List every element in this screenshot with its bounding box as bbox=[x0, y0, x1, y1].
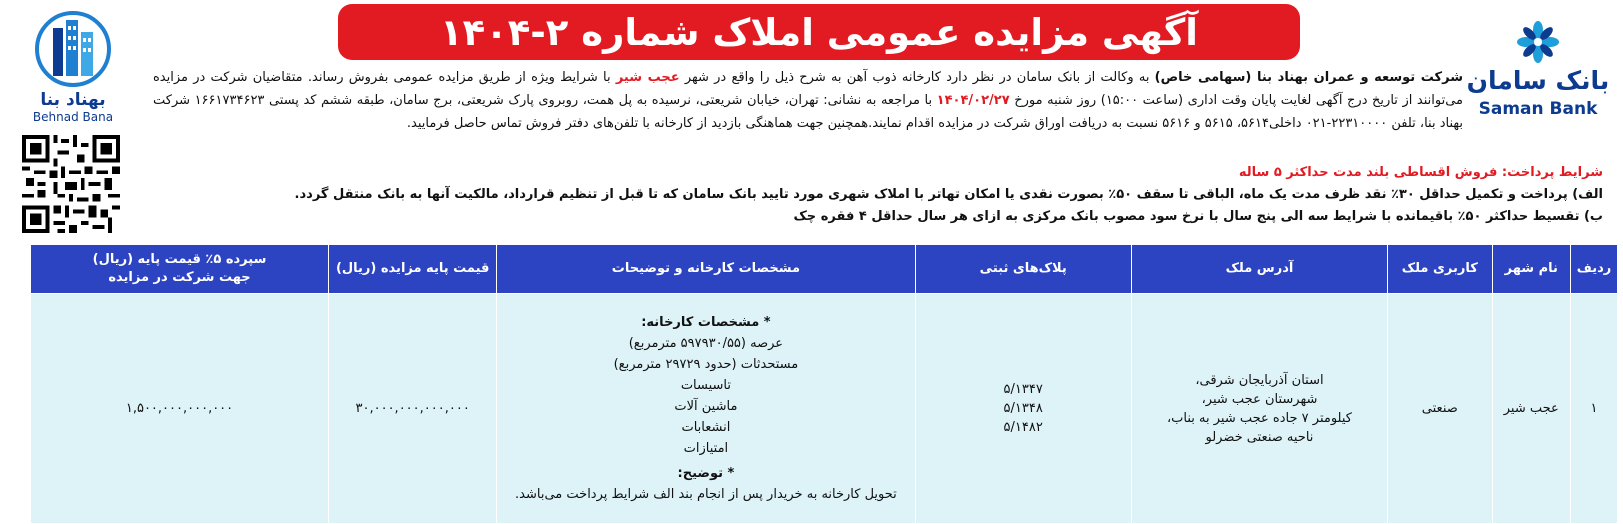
spec-item: تاسیسات bbox=[680, 378, 732, 393]
saman-flower-icon bbox=[1516, 20, 1560, 64]
header-row-number: ردیف bbox=[1570, 245, 1617, 294]
address-line: کیلومتر ۷ جاده عجب شیر به بناب، bbox=[1166, 410, 1352, 426]
behnad-bana-logo bbox=[18, 10, 128, 128]
behnad-name-en: Behnad Bana bbox=[32, 110, 114, 124]
header-description: مشخصات کارخانه و توضیحات bbox=[497, 245, 915, 294]
cell-deposit: ۱,۵۰۰,۰۰۰,۰۰۰,۰۰۰ bbox=[31, 294, 329, 524]
header-usage: کاربری ملک bbox=[1388, 245, 1493, 294]
company-name: شرکت توسعه و عمران بهناد بنا (سهامی خاص) bbox=[1154, 70, 1463, 85]
spec-item: انشعابات bbox=[681, 420, 731, 435]
address-line: ناحیه صنعتی خضرلو bbox=[1205, 429, 1314, 445]
saman-bank-logo bbox=[1463, 10, 1613, 130]
cell-city: عجب شیر bbox=[1492, 294, 1570, 524]
spec-item: امتیازات bbox=[683, 441, 729, 456]
cell-row-number: ۱ bbox=[1570, 294, 1617, 524]
saman-name-en: Saman Bank bbox=[1478, 99, 1598, 119]
spec-item: مستحدثات (حدود ۲۹۷۲۹ مترمربع) bbox=[613, 357, 799, 372]
page-title: آگهی مزایده عمومی املاک شماره ۲-۱۴۰۴ bbox=[440, 10, 1198, 54]
qr-code-icon bbox=[22, 135, 120, 233]
cell-plates bbox=[915, 294, 1131, 524]
payment-terms-title: شرایط پرداخت: فروش اقساطی بلند مدت حداکثر ۵ ساله bbox=[1238, 165, 1603, 180]
table-row bbox=[31, 294, 1618, 524]
note-text: تحویل کارخانه به خریدار پس از انجام بند الف شرایط پرداخت می‌باشد. bbox=[515, 487, 897, 502]
table-header-row bbox=[31, 245, 1618, 294]
address-line: استان آذربایجان شرقی، bbox=[1195, 372, 1324, 388]
header-base-price: قیمت پایه مزایده (ریال) bbox=[329, 245, 497, 294]
behnad-building-icon bbox=[27, 10, 119, 88]
header-deposit-line-1: سپرده ۵٪ قیمت پایه (ریال) bbox=[92, 252, 267, 267]
intro-text-2: با شرایط ویژه از طریق مزایده عمومی بفروش رساند. متقاضیان شرکت در مزایده می‌توانند از تاریخ درج آگهی لغایت پایان وقت اداری (ساعت ۱۵:۰۰) روز شنبه مورخ bbox=[153, 70, 1464, 108]
spec-item: ماشین آلات bbox=[674, 399, 738, 414]
spec-item: عرصه (۵۹۷۹۳۰/۵۵ مترمربع) bbox=[628, 336, 784, 351]
intro-text-1: به وکالت از بانک سامان در نظر دارد کارخانه ذوب آهن به شرح ذیل را واقع در شهر bbox=[679, 70, 1155, 85]
address-line: شهرستان عجب شیر، bbox=[1201, 391, 1318, 407]
header-deposit bbox=[31, 245, 329, 294]
saman-name-fa: بانک سامان bbox=[1466, 66, 1610, 95]
header-deposit-line-2: جهت شرکت در مزایده bbox=[108, 270, 251, 285]
header-address: آدرس ملک bbox=[1131, 245, 1387, 294]
intro-text-3: با مراجعه به نشانی: تهران، خیابان شریعتی، نرسیده به پل همت، روبروی پارک شریعتی، برج سامان، طبقه ششم کد پستی ۱۶۶۱۷۳۴۶۲۳ شرکت بهناد بنا، تلفن ۲۲۳۱۰۰۰۰-۰۲۱ داخلی۵۶۱۴، ۵۶۱۵ و ۵۶۱۶ نسبت به دریافت اوراق شرکت در مزایده اقدام نمایند.همچنین جهت هماهنگی بازدید از کارخانه با تلفن‌های دفتر فروش تماس حاصل فرمایید. bbox=[153, 93, 1463, 131]
payment-term-b: ب) تقسیط حداکثر ۵۰٪ باقیمانده با شرایط سه الی پنج سال با نرخ سود مصوب بانک مرکزی به ازای هر سال حداقل ۴ فقره چک bbox=[793, 209, 1603, 224]
specs-title: * مشخصات کارخانه: bbox=[641, 315, 771, 330]
cell-address bbox=[1131, 294, 1387, 524]
cell-usage: صنعتی bbox=[1388, 294, 1493, 524]
plate-number: ۵/۱۴۸۲ bbox=[1003, 420, 1043, 435]
deadline-date: ۱۴۰۴/۰۲/۲۷ bbox=[936, 93, 1010, 108]
intro-paragraph bbox=[153, 66, 1463, 135]
cell-base-price: ۳۰,۰۰۰,۰۰۰,۰۰۰,۰۰۰ bbox=[329, 294, 497, 524]
behnad-name-fa: بهناد بنا bbox=[40, 90, 106, 110]
title-banner bbox=[338, 4, 1300, 60]
plate-number: ۵/۱۳۴۸ bbox=[1003, 401, 1043, 416]
plate-number: ۵/۱۳۴۷ bbox=[1003, 382, 1043, 397]
auction-table bbox=[30, 244, 1618, 523]
header-city: نام شهر bbox=[1492, 245, 1570, 294]
header-plates: پلاک‌های ثبتی bbox=[915, 245, 1131, 294]
payment-term-a: الف) پرداخت و تکمیل حداقل ۳۰٪ نقد ظرف مدت یک ماه، الباقی تا سقف ۵۰٪ بصورت نقدی یا امکان تهاتر با املاک شهری مورد تایید بانک سامان که تا قبل از تنظیم قرارداد، مالکیت آنها به بانک منتقل گردد. bbox=[294, 187, 1603, 202]
note-title: * توضیح: bbox=[677, 466, 735, 481]
payment-terms bbox=[153, 162, 1603, 228]
cell-description bbox=[497, 294, 915, 524]
city-highlight: عجب شیر bbox=[615, 70, 680, 85]
